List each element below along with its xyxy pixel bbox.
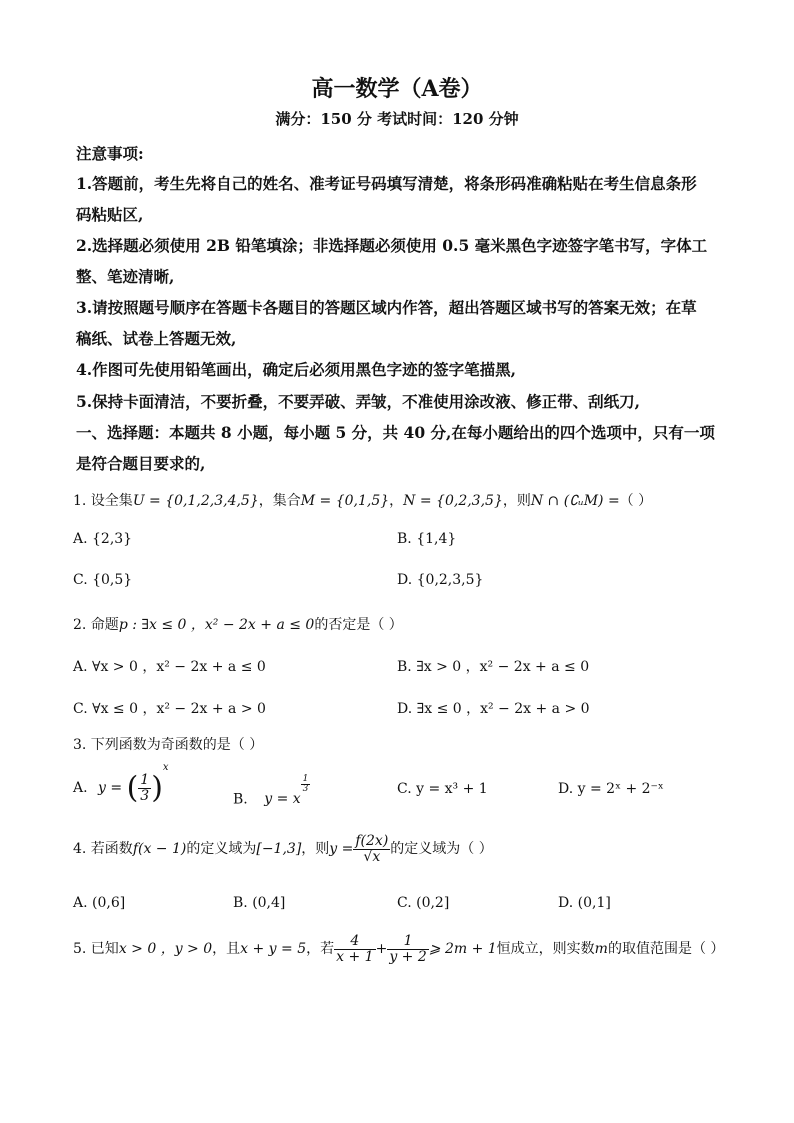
q4-option-b[interactable]: B. (0,4] xyxy=(233,895,286,911)
notes-heading: 注意事项: xyxy=(76,144,144,163)
question-1-stem: 1. 设全集U = {0,1,2,3,4,5}，集合M = {0,1,5}，N = {0,2,3,5}，则N ∩ (∁ᵤM) =（ ） xyxy=(73,493,653,509)
note-line: 4.作图可先使用铅笔画出，确定后必须用黑色字迹的签字笔描黑, xyxy=(76,360,517,379)
exam-info: 满分：150 分 考试时间：120 分钟 xyxy=(275,110,519,128)
note-line: 2.选择题必须使用 2B 铅笔填涂；非选择题必须使用 0.5 毫米黑色字迹签字笔书写，字体工 xyxy=(76,236,708,255)
note-line: 整、笔迹清晰, xyxy=(76,267,175,286)
note-line: 1.答题前，考生先将自己的姓名、准考证号码填写清楚，将条形码准确粘贴在考生信息条形 xyxy=(76,174,697,193)
q1-option-d[interactable]: D. {0,2,3,5} xyxy=(397,572,484,588)
question-3-stem: 3. 下列函数为奇函数的是（ ） xyxy=(73,737,264,753)
question-2-stem: 2. 命题p : ∃x ≤ 0 ，x² − 2x + a ≤ 0的否定是（ ） xyxy=(73,617,403,633)
section-heading: 一、选择题：本题共 8 小题，每小题 5 分，共 40 分,在每小题给出的四个选项中，只有一项 xyxy=(76,423,715,442)
q4-option-c[interactable]: C. (0,2] xyxy=(397,895,450,911)
note-line: 稿纸、试卷上答题无效, xyxy=(76,329,237,348)
q3-b-exponent: $\frac{1}{3}$ xyxy=(302,774,309,795)
q1-option-b[interactable]: B. {1,4} xyxy=(397,531,457,547)
q3-a-fraction: $\frac{1}{3}$ xyxy=(140,771,150,804)
q3-option-c[interactable]: C. y = x³ + 1 xyxy=(397,781,488,797)
note-line: 3.请按照题号顺序在答题卡各题目的答题区域内作答，超出答题区域书写的答案无效；在草 xyxy=(76,298,697,317)
q4-fraction: $\frac{f(2x)}{√x}$ xyxy=(355,833,389,865)
q2-option-b[interactable]: B. ∃x > 0 ，x² − 2x + a ≤ 0 xyxy=(397,659,590,675)
q1-option-c[interactable]: C. {0,5} xyxy=(73,572,133,588)
note-line: 5.保持卡面清洁，不要折叠，不要弄破、弄皱，不准使用涂改液、修正带、刮纸刀, xyxy=(76,392,641,411)
q5-fraction-2: $\frac{1}{y + 2}$ xyxy=(389,933,427,965)
q3-option-a[interactable]: A. y = ( $\frac{1}{3}$ )$^x$ xyxy=(73,762,169,806)
section-heading-cont: 是符合题目要求的, xyxy=(76,454,206,473)
page-title: 高一数学（A卷） xyxy=(311,76,483,102)
q1-option-a[interactable]: A. {2,3} xyxy=(73,531,133,547)
q4-option-d[interactable]: D. (0,1] xyxy=(558,895,611,911)
q2-option-d[interactable]: D. ∃x ≤ 0 ，x² − 2x + a > 0 xyxy=(397,701,590,717)
q4-option-a[interactable]: A. (0,6] xyxy=(73,895,126,911)
q3-option-b[interactable]: B. y = x $\frac{1}{3}$ xyxy=(233,774,309,808)
note-line: 码粘贴区, xyxy=(76,205,144,224)
q2-option-c[interactable]: C. ∀x ≤ 0 ，x² − 2x + a > 0 xyxy=(73,701,266,717)
question-5-stem: 5. 已知x > 0 ，y > 0，且x + y = 5，若 $\frac{4}{x + 1}$ + $\frac{1}{y + 2}$ ⩾ 2m + 1恒成立，则实数m的取值范围是（ ） xyxy=(73,933,725,965)
q2-option-a[interactable]: A. ∀x > 0 ，x² − 2x + a ≤ 0 xyxy=(73,659,266,675)
question-4-stem: 4. 若函数f(x − 1)的定义域为[−1,3]，则y = $\frac{f(2x)}{√x}$ 的定义域为（ ） xyxy=(73,833,493,865)
q5-fraction-1: $\frac{4}{x + 1}$ xyxy=(336,933,374,965)
q3-option-d[interactable]: D. y = 2ˣ + 2⁻ˣ xyxy=(558,781,664,797)
